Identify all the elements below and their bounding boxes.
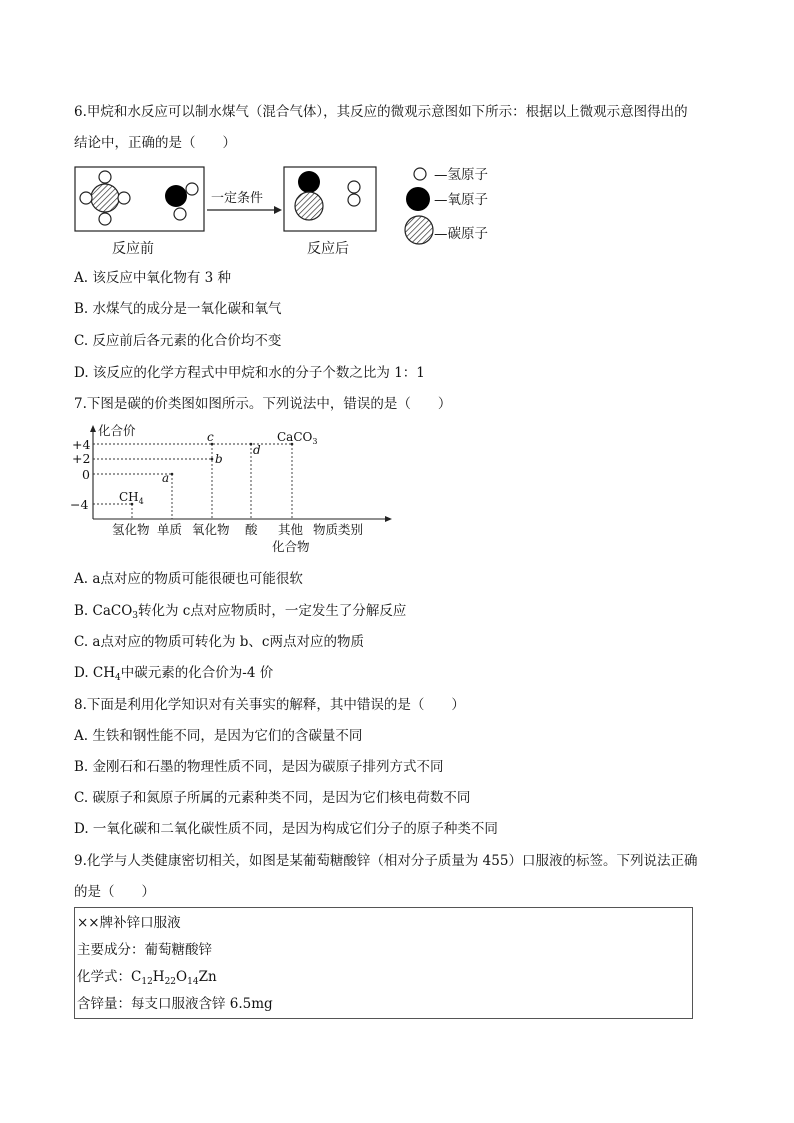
hydrogen-molecule (348, 181, 360, 206)
q7-option-a: A. a点对应的物质可能很硬也可能很软 (74, 571, 303, 587)
legend-carbon-icon (405, 216, 433, 244)
q6-reaction-diagram (0, 162, 794, 262)
hydrogen-atom (186, 183, 198, 195)
point-label-a: a (162, 471, 170, 485)
q7-option-d: D. $CH_4$中碳元素的化合价为-4 价 (74, 665, 274, 683)
legend-oxygen-icon (406, 187, 430, 211)
x-axis-label: 物质类别 (313, 522, 364, 537)
hydrogen-atom (99, 213, 111, 225)
legend-hydrogen-label: —氢原子 (434, 167, 488, 183)
q9-stem-line2: 的是（ ） (74, 884, 155, 900)
x-axis-arrow (385, 516, 392, 522)
point-b (211, 458, 214, 461)
q6-option-b: B. 水煤气的成分是一氧化碳和氧气 (74, 301, 282, 317)
q6-option-c: C. 反应前后各元素的化合价均不变 (74, 333, 282, 349)
point-label-caco3: CaCO$_3$ (277, 430, 318, 446)
q8-option-a: A. 生铁和钢性能不同，是因为它们的含碳量不同 (74, 728, 363, 744)
x-cat-hydride: 氢化物 (112, 522, 150, 537)
methane-molecule (80, 171, 130, 225)
x-cat-other: 其他 (278, 522, 304, 537)
point-label-c: c (207, 430, 214, 444)
label-formula: 化学式：$C_{12}H_{22}O_{14}Zn$ (77, 969, 217, 987)
x-cat-oxide: 氧化物 (192, 522, 230, 537)
y-axis-label: 化合价 (98, 423, 136, 438)
product-label-box (74, 907, 693, 1019)
x-cat-compound: 化合物 (272, 539, 310, 554)
q7-option-b: B. CaCO$_3$转化为 c点对应物质时，一定发生了分解反应 (74, 603, 407, 621)
label-zinc-content: 含锌量：每支口服液含锌 6.5mg (77, 996, 273, 1012)
y-tick-minus4: −4 (70, 497, 89, 512)
carbon-monoxide-molecule (295, 171, 323, 220)
x-cat-element: 单质 (157, 522, 183, 537)
label-ingredient: 主要成分：葡萄糖酸锌 (77, 942, 212, 958)
oxygen-atom (165, 185, 187, 207)
hydrogen-atom (80, 192, 92, 204)
legend-hydrogen-icon (414, 168, 426, 180)
q7-valence-chart (60, 422, 400, 557)
q6-option-a: A. 该反应中氧化物有 3 种 (74, 270, 232, 286)
hydrogen-atom (99, 171, 111, 183)
carbon-atom (91, 184, 119, 212)
carbon-atom (295, 192, 323, 220)
hydrogen-atom (118, 192, 130, 204)
point-a (171, 473, 174, 476)
q6-stem-line1: 6.甲烷和水反应可以制水煤气（混合气体），其反应的微观示意图如下所示：根据以上微观示意图得出的 (74, 104, 688, 120)
q6-stem-line2: 结论中，正确的是（ ） (74, 135, 236, 151)
q7-option-c: C. a点对应的物质可转化为 b、c两点对应的物质 (74, 634, 364, 650)
water-molecule (165, 183, 198, 220)
x-cat-acid: 酸 (245, 522, 258, 537)
hydrogen-atom (348, 181, 360, 193)
y-tick-zero: 0 (82, 467, 90, 482)
q8-option-b: B. 金刚石和石墨的物理性质不同，是因为碳原子排列方式不同 (74, 759, 444, 775)
oxygen-atom (298, 171, 320, 193)
point-label-ch4: $CH_4$ (119, 490, 144, 506)
after-label: 反应后 (307, 241, 349, 257)
y-axis-arrow (90, 425, 96, 432)
q8-option-d: D. 一氧化碳和二氧化碳性质不同，是因为构成它们分子的原子种类不同 (74, 821, 498, 837)
q8-option-c: C. 碳原子和氮原子所属的元素种类不同，是因为它们核电荷数不同 (74, 790, 471, 806)
hydrogen-atom (174, 208, 186, 220)
hydrogen-atom (348, 194, 360, 206)
legend-carbon-label: —碳原子 (434, 226, 488, 242)
y-tick-plus2: +2 (72, 451, 91, 466)
q9-stem-line1: 9.化学与人类健康密切相关，如图是某葡萄糖酸锌（相对分子质量为 455）口服液的标签。下列说法正确 (74, 853, 698, 869)
point-label-b: b (215, 452, 223, 466)
q7-stem: 7.下图是碳的价类图如图所示。下列说法中，错误的是（ ） (74, 396, 452, 412)
arrow-label: 一定条件 (211, 191, 264, 206)
label-brand: ××牌补锌口服液 (77, 915, 181, 931)
q8-stem: 8.下面是利用化学知识对有关事实的解释，其中错误的是（ ） (74, 697, 465, 713)
legend-oxygen-label: —氧原子 (434, 192, 488, 208)
point-label-d: d (253, 443, 261, 457)
arrow-head (274, 206, 282, 214)
y-tick-plus4: +4 (72, 437, 91, 452)
q6-option-d: D. 该反应的化学方程式中甲烷和水的分子个数之比为 1：1 (74, 365, 425, 381)
point-d (250, 443, 253, 446)
before-label: 反应前 (112, 241, 154, 257)
